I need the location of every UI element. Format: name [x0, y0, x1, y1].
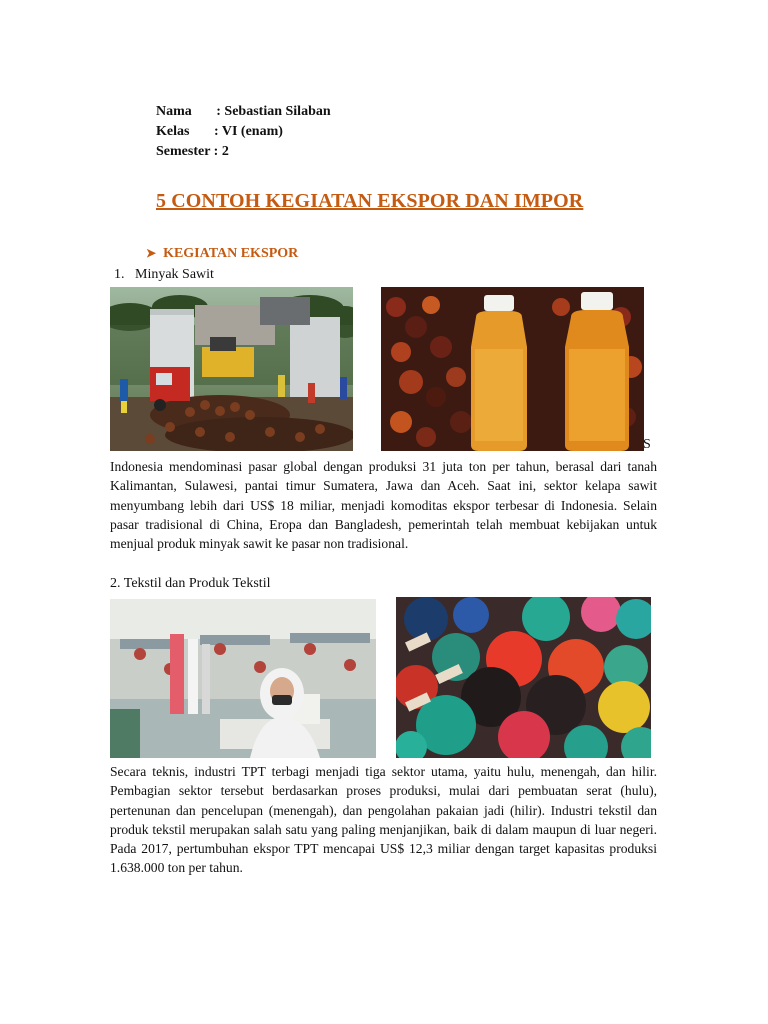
item-heading-textile: 2. Tekstil dan Produk Tekstil: [110, 576, 271, 591]
textile-paragraph: Secara teknis, industri TPT terbagi menjadi tiga sektor utama, yaitu hulu, menengah, dan hilir. Pembagian sektor tersebut berdasarkan proses produksi, mulai dari pembuatan serat (hulu), pertenunan dan pencelupan (menengah), dan pengolahan pakaian jadi (hilir). Industri tekstil dan produk tekstil merupakan salah satu yang paling menjanjikan, baik di dalam maupun di luar negeri. Pada 2017, pertumbuhan ekspor TPT mencapai US$ 12,3 miliar dengan target kapasitas produksi 1.638.000 ton per tahun.: [110, 764, 657, 876]
student-class: Kelas : VI (enam): [156, 124, 283, 139]
palm-oil-paragraph: Indonesia mendominasi pasar global dengan produksi 31 juta ton per tahun, berasal dari tanah Kalimantan, Sulawesi, pantai timur Sumatera, Jawa dan Aceh. Saat ini, sektor kelapa sawit menyumbang lebih dari US$ 18 miliar, menjadi komoditas ekspor terbesar di Indonesia. Selain pasar tradisional di China, Eropa dan Bangladesh, pemerintah telah membuat kebijakan untuk menjual produk minyak sawit ke pasar non tradisional.: [110, 459, 657, 552]
section-heading: [146, 246, 298, 262]
thread-balls-photo: [396, 597, 651, 758]
stray-character: S: [643, 437, 651, 452]
student-semester: Semester : 2: [156, 144, 229, 159]
palm-oil-bottles-photo: [381, 287, 644, 451]
student-name: Nama : Sebastian Silaban: [156, 104, 331, 119]
textile-factory-photo: [110, 599, 376, 758]
section-heading-label: KEGIATAN EKSPOR: [163, 246, 299, 261]
item-heading-palm-oil: 1. Minyak Sawit: [114, 267, 214, 282]
page-title: 5 CONTOH KEGIATAN EKSPOR DAN IMPOR: [156, 190, 584, 212]
arrow-bullet-icon: ➤: [146, 246, 157, 260]
palm-harvest-photo: [110, 287, 353, 451]
